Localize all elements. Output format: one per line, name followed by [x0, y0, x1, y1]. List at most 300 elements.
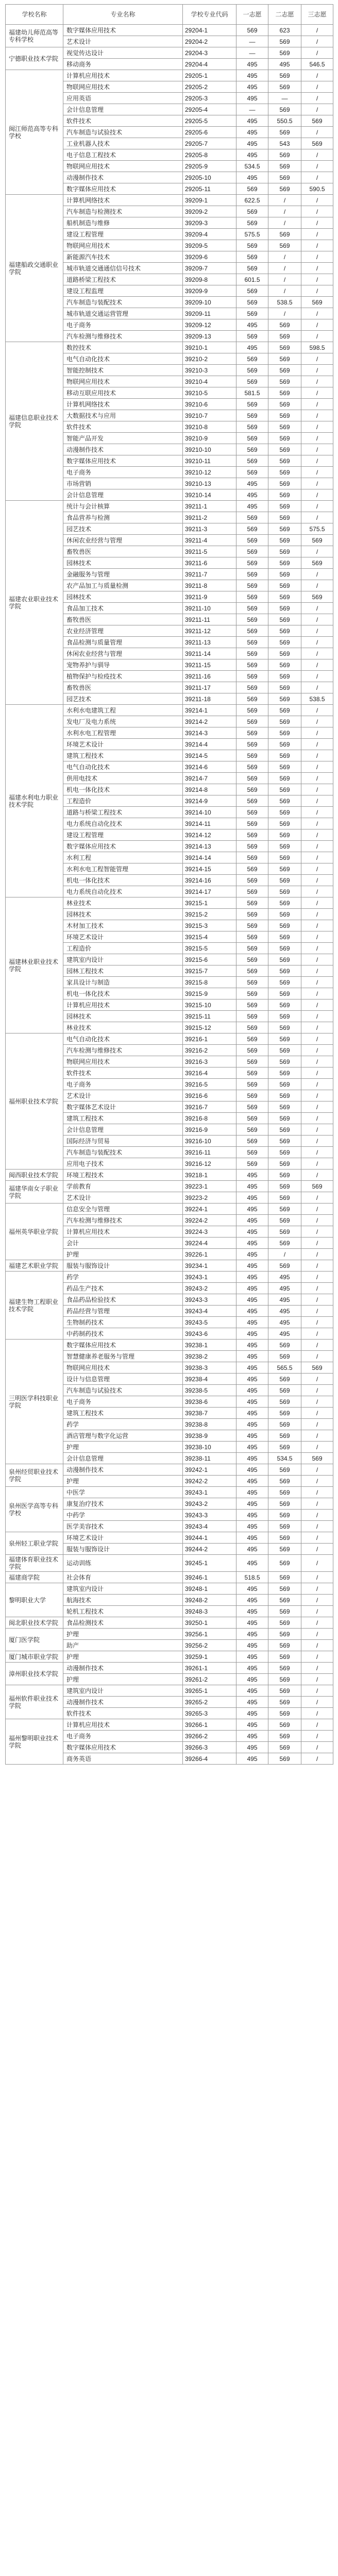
first-choice-cell: 495: [236, 70, 268, 81]
second-choice-cell: 569: [268, 1510, 301, 1521]
code-cell: 39214-10: [183, 807, 236, 818]
code-cell: 39244-1: [183, 1532, 236, 1544]
major-cell: 电子商务: [63, 1079, 183, 1090]
first-choice-cell: 569: [236, 954, 268, 965]
second-choice-cell: 569: [268, 1640, 301, 1651]
second-choice-cell: 569: [268, 580, 301, 591]
second-choice-cell: 569: [268, 1101, 301, 1113]
code-cell: 39256-1: [183, 1629, 236, 1640]
major-cell: 城市轨道交通通信信号技术: [63, 263, 183, 274]
third-choice-cell: /: [301, 376, 333, 387]
first-choice-cell: 569: [236, 433, 268, 444]
first-choice-cell: 569: [236, 365, 268, 376]
third-choice-cell: /: [301, 1113, 333, 1124]
major-cell: 计算机应用技术: [63, 1226, 183, 1238]
second-choice-cell: 569: [268, 897, 301, 909]
major-cell: 水利水电工程管理: [63, 727, 183, 739]
third-choice-cell: /: [301, 637, 333, 648]
major-cell: 医学美容技术: [63, 1521, 183, 1532]
first-choice-cell: 569: [236, 999, 268, 1011]
table-row: [6, 1532, 333, 1544]
major-cell: 道路桥梁工程技术: [63, 274, 183, 285]
code-cell: 29204-4: [183, 59, 236, 70]
third-choice-cell: /: [301, 954, 333, 965]
third-choice-cell: /: [301, 1079, 333, 1090]
first-choice-cell: 495: [236, 127, 268, 138]
first-choice-cell: 495: [236, 1544, 268, 1555]
major-cell: 信息安全与管理: [63, 1204, 183, 1215]
code-cell: 39244-2: [183, 1544, 236, 1555]
code-cell: 39243-5: [183, 1317, 236, 1328]
code-cell: 39215-6: [183, 954, 236, 965]
code-cell: 39209-6: [183, 251, 236, 263]
second-choice-cell: 569: [268, 603, 301, 614]
second-choice-cell: 569: [268, 376, 301, 387]
second-choice-cell: —: [268, 93, 301, 104]
first-choice-cell: 569: [236, 625, 268, 637]
code-cell: 39242-2: [183, 1476, 236, 1487]
second-choice-cell: 569: [268, 1408, 301, 1419]
third-choice-cell: /: [301, 1572, 333, 1583]
third-choice-cell: /: [301, 1022, 333, 1033]
code-cell: 39210-9: [183, 433, 236, 444]
third-choice-cell: /: [301, 807, 333, 818]
second-choice-cell: /: [268, 308, 301, 319]
major-cell: 数字媒体应用技术: [63, 1742, 183, 1753]
code-cell: 39211-3: [183, 523, 236, 535]
code-cell: 39214-6: [183, 761, 236, 773]
first-choice-cell: 569: [236, 875, 268, 886]
code-cell: 39214-5: [183, 750, 236, 761]
first-choice-cell: 495: [236, 1476, 268, 1487]
second-choice-cell: 569: [268, 1079, 301, 1090]
third-choice-cell: /: [301, 1617, 333, 1629]
code-cell: 29205-4: [183, 104, 236, 115]
major-cell: 汽车检测与维修技术: [63, 331, 183, 342]
school-cell: 福建农业职业技术学院: [6, 501, 63, 705]
third-choice-cell: /: [301, 444, 333, 455]
first-choice-cell: 495: [236, 1396, 268, 1408]
third-choice-cell: /: [301, 705, 333, 716]
major-cell: 中药学: [63, 1510, 183, 1521]
first-choice-cell: 495: [236, 1532, 268, 1544]
first-choice-cell: 495: [236, 115, 268, 127]
second-choice-cell: 569: [268, 614, 301, 625]
code-cell: 39209-5: [183, 240, 236, 251]
third-choice-cell: /: [301, 1606, 333, 1617]
second-choice-cell: 569: [268, 1204, 301, 1215]
first-choice-cell: 569: [236, 1147, 268, 1158]
third-choice-cell: /: [301, 1544, 333, 1555]
header-second-choice: 二志愿: [268, 5, 301, 25]
major-cell: 药学: [63, 1272, 183, 1283]
code-cell: 39266-3: [183, 1742, 236, 1753]
second-choice-cell: 543: [268, 138, 301, 149]
major-cell: 汽车制造与试验技术: [63, 127, 183, 138]
major-cell: 水利水电建筑工程: [63, 705, 183, 716]
third-choice-cell: /: [301, 920, 333, 931]
first-choice-cell: 495: [236, 1317, 268, 1328]
third-choice-cell: /: [301, 614, 333, 625]
first-choice-cell: 569: [236, 863, 268, 875]
second-choice-cell: 569: [268, 1340, 301, 1351]
second-choice-cell: 569: [268, 920, 301, 931]
first-choice-cell: 569: [236, 1113, 268, 1124]
second-choice-cell: 569: [268, 1606, 301, 1617]
major-cell: 园林技术: [63, 909, 183, 920]
school-cell: 宁德职业技术学院: [6, 47, 63, 70]
third-choice-cell: /: [301, 841, 333, 852]
second-choice-cell: 569: [268, 1719, 301, 1731]
first-choice-cell: 569: [236, 818, 268, 829]
third-choice-cell: 598.5: [301, 342, 333, 353]
first-choice-cell: 569: [236, 376, 268, 387]
third-choice-cell: /: [301, 1374, 333, 1385]
second-choice-cell: 569: [268, 410, 301, 421]
code-cell: 39224-2: [183, 1215, 236, 1226]
first-choice-cell: 569: [236, 920, 268, 931]
major-cell: 电子商务: [63, 1731, 183, 1742]
second-choice-cell: 569: [268, 1147, 301, 1158]
first-choice-cell: 569: [236, 546, 268, 557]
major-cell: 数字媒体艺术设计: [63, 1101, 183, 1113]
code-cell: 39211-2: [183, 512, 236, 523]
first-choice-cell: 569: [236, 353, 268, 365]
major-cell: 船机制造与维修: [63, 217, 183, 229]
first-choice-cell: 569: [236, 557, 268, 569]
second-choice-cell: 569: [268, 943, 301, 954]
third-choice-cell: /: [301, 727, 333, 739]
second-choice-cell: 569: [268, 1521, 301, 1532]
code-cell: 39211-18: [183, 693, 236, 705]
code-cell: 39209-12: [183, 319, 236, 331]
major-cell: 建设工程管理: [63, 829, 183, 841]
major-cell: 应用英语: [63, 93, 183, 104]
second-choice-cell: 569: [268, 818, 301, 829]
first-choice-cell: 569: [236, 671, 268, 682]
major-cell: 休闲农业经营与管理: [63, 535, 183, 546]
header-school: 学校名称: [6, 5, 63, 25]
first-choice-cell: 495: [236, 1510, 268, 1521]
third-choice-cell: /: [301, 1629, 333, 1640]
major-cell: 数字媒体应用技术: [63, 455, 183, 467]
first-choice-cell: 569: [236, 1158, 268, 1170]
major-cell: 计算机应用技术: [63, 999, 183, 1011]
first-choice-cell: 569: [236, 410, 268, 421]
third-choice-cell: /: [301, 897, 333, 909]
major-cell: 汽车制造与检测技术: [63, 206, 183, 217]
school-cell: 福州软件职业技术学院: [6, 1685, 63, 1719]
code-cell: 39243-3: [183, 1294, 236, 1306]
first-choice-cell: 495: [236, 1742, 268, 1753]
school-cell: 厦门医学院: [6, 1629, 63, 1651]
third-choice-cell: /: [301, 501, 333, 512]
school-cell: 闽北职业技术学院: [6, 1617, 63, 1629]
first-choice-cell: 569: [236, 297, 268, 308]
school-cell: 福建水利电力职业技术学院: [6, 705, 63, 897]
major-cell: 会计信息管理: [63, 1124, 183, 1136]
second-choice-cell: 569: [268, 863, 301, 875]
code-cell: 39210-4: [183, 376, 236, 387]
first-choice-cell: 495: [236, 1731, 268, 1742]
major-cell: 建筑室内设计: [63, 954, 183, 965]
third-choice-cell: /: [301, 206, 333, 217]
table-row: [6, 1260, 333, 1272]
first-choice-cell: 495: [236, 342, 268, 353]
third-choice-cell: /: [301, 455, 333, 467]
code-cell: 39256-2: [183, 1640, 236, 1651]
first-choice-cell: 569: [236, 897, 268, 909]
third-choice-cell: /: [301, 1663, 333, 1674]
third-choice-cell: /: [301, 93, 333, 104]
major-cell: 轮机工程技术: [63, 1606, 183, 1617]
school-cell: 漳州职业技术学院: [6, 1663, 63, 1685]
code-cell: 39259-1: [183, 1651, 236, 1663]
major-cell: 电气自动化技术: [63, 761, 183, 773]
first-choice-cell: 569: [236, 399, 268, 410]
code-cell: 39209-3: [183, 217, 236, 229]
second-choice-cell: 569: [268, 149, 301, 161]
major-cell: 药学: [63, 1419, 183, 1430]
code-cell: 39215-1: [183, 897, 236, 909]
first-choice-cell: 495: [236, 1606, 268, 1617]
major-cell: 建筑室内设计: [63, 1583, 183, 1595]
second-choice-cell: 569: [268, 1697, 301, 1708]
first-choice-cell: 569: [236, 308, 268, 319]
major-cell: 服装与服饰设计: [63, 1544, 183, 1555]
first-choice-cell: 495: [236, 81, 268, 93]
third-choice-cell: /: [301, 467, 333, 478]
major-cell: 动漫制作技术: [63, 444, 183, 455]
first-choice-cell: 569: [236, 285, 268, 297]
second-choice-cell: 569: [268, 1572, 301, 1583]
first-choice-cell: 495: [236, 1351, 268, 1362]
second-choice-cell: 569: [268, 693, 301, 705]
second-choice-cell: 569: [268, 421, 301, 433]
first-choice-cell: 569: [236, 988, 268, 999]
third-choice-cell: /: [301, 1147, 333, 1158]
second-choice-cell: 569: [268, 1158, 301, 1170]
second-choice-cell: 569: [268, 705, 301, 716]
major-cell: 食品检测技术: [63, 1617, 183, 1629]
table-row: [6, 1629, 333, 1640]
third-choice-cell: /: [301, 931, 333, 943]
second-choice-cell: 569: [268, 1663, 301, 1674]
school-cell: 泉州医学高等专科学校: [6, 1487, 63, 1532]
second-choice-cell: 569: [268, 365, 301, 376]
second-choice-cell: 569: [268, 716, 301, 727]
major-cell: 机电一体化技术: [63, 784, 183, 795]
first-choice-cell: 569: [236, 1011, 268, 1022]
major-cell: 水利水电工程智能管理: [63, 863, 183, 875]
first-choice-cell: 495: [236, 1181, 268, 1192]
second-choice-cell: 569: [268, 1487, 301, 1498]
third-choice-cell: /: [301, 36, 333, 47]
second-choice-cell: /: [268, 285, 301, 297]
second-choice-cell: 569: [268, 161, 301, 172]
third-choice-cell: /: [301, 1033, 333, 1045]
code-cell: 39210-12: [183, 467, 236, 478]
school-cell: 三明医学科技职业学院: [6, 1340, 63, 1464]
second-choice-cell: 569: [268, 761, 301, 773]
major-cell: 汽车制造与装配技术: [63, 1147, 183, 1158]
second-choice-cell: 569: [268, 1651, 301, 1663]
code-cell: 29204-1: [183, 25, 236, 36]
third-choice-cell: /: [301, 716, 333, 727]
third-choice-cell: /: [301, 773, 333, 784]
school-cell: 福建幼儿师范高等专科学校: [6, 25, 63, 47]
code-cell: 29205-2: [183, 81, 236, 93]
major-cell: 软件技术: [63, 1708, 183, 1719]
code-cell: 39211-17: [183, 682, 236, 693]
third-choice-cell: /: [301, 353, 333, 365]
major-cell: 工程造价: [63, 795, 183, 807]
first-choice-cell: 495: [236, 93, 268, 104]
second-choice-cell: 569: [268, 1011, 301, 1022]
code-cell: 39238-9: [183, 1430, 236, 1442]
first-choice-cell: 569: [236, 841, 268, 852]
second-choice-cell: /: [268, 195, 301, 206]
first-choice-cell: 495: [236, 1170, 268, 1181]
third-choice-cell: /: [301, 285, 333, 297]
code-cell: 29205-10: [183, 172, 236, 183]
major-cell: 畜牧兽医: [63, 546, 183, 557]
first-choice-cell: 569: [236, 773, 268, 784]
second-choice-cell: 569: [268, 1617, 301, 1629]
code-cell: 39214-14: [183, 852, 236, 863]
code-cell: 39211-8: [183, 580, 236, 591]
major-cell: 园林工程技术: [63, 965, 183, 977]
third-choice-cell: /: [301, 1555, 333, 1572]
first-choice-cell: 495: [236, 1753, 268, 1765]
major-cell: 城市轨道交通运营管理: [63, 308, 183, 319]
code-cell: 39265-2: [183, 1697, 236, 1708]
major-cell: 会计信息管理: [63, 1453, 183, 1464]
second-choice-cell: 569: [268, 489, 301, 501]
code-cell: 39214-16: [183, 875, 236, 886]
second-choice-cell: 569: [268, 648, 301, 659]
table-row: [6, 1651, 333, 1663]
major-cell: 道路与桥梁工程技术: [63, 807, 183, 818]
major-cell: 计算机网络技术: [63, 399, 183, 410]
second-choice-cell: 569: [268, 1170, 301, 1181]
major-cell: 建设工程监理: [63, 285, 183, 297]
second-choice-cell: 569: [268, 1136, 301, 1147]
first-choice-cell: 534.5: [236, 161, 268, 172]
third-choice-cell: /: [301, 1011, 333, 1022]
major-cell: 金融服务与管理: [63, 569, 183, 580]
third-choice-cell: /: [301, 1708, 333, 1719]
third-choice-cell: /: [301, 1408, 333, 1419]
third-choice-cell: /: [301, 1532, 333, 1544]
second-choice-cell: 569: [268, 433, 301, 444]
major-cell: 建筑室内设计: [63, 1685, 183, 1697]
third-choice-cell: /: [301, 603, 333, 614]
code-cell: 39209-11: [183, 308, 236, 319]
code-cell: 39250-1: [183, 1617, 236, 1629]
major-cell: 智慧健康养老服务与管理: [63, 1351, 183, 1362]
major-cell: 汽车制造与试验技术: [63, 1385, 183, 1396]
code-cell: 39238-4: [183, 1374, 236, 1385]
third-choice-cell: /: [301, 739, 333, 750]
major-cell: 数字媒体应用技术: [63, 183, 183, 195]
second-choice-cell: 569: [268, 977, 301, 988]
first-choice-cell: 495: [236, 478, 268, 489]
third-choice-cell: /: [301, 1685, 333, 1697]
third-choice-cell: /: [301, 217, 333, 229]
third-choice-cell: /: [301, 943, 333, 954]
code-cell: 39216-9: [183, 1124, 236, 1136]
major-cell: 电子商务: [63, 467, 183, 478]
second-choice-cell: 569: [268, 931, 301, 943]
major-cell: 智能控制技术: [63, 365, 183, 376]
second-choice-cell: 569: [268, 875, 301, 886]
first-choice-cell: 569: [236, 512, 268, 523]
third-choice-cell: /: [301, 81, 333, 93]
third-choice-cell: /: [301, 818, 333, 829]
major-cell: 休闲农业经营与管理: [63, 648, 183, 659]
second-choice-cell: 569: [268, 1192, 301, 1204]
second-choice-cell: 569: [268, 353, 301, 365]
school-cell: 福州英华职业学院: [6, 1204, 63, 1260]
code-cell: 39224-4: [183, 1238, 236, 1249]
major-cell: 航海技术: [63, 1595, 183, 1606]
code-cell: 39218-1: [183, 1170, 236, 1181]
third-choice-cell: /: [301, 829, 333, 841]
major-cell: 电气自动化技术: [63, 353, 183, 365]
second-choice-cell: 569: [268, 841, 301, 852]
first-choice-cell: 569: [236, 931, 268, 943]
first-choice-cell: 569: [236, 569, 268, 580]
third-choice-cell: /: [301, 580, 333, 591]
first-choice-cell: 495: [236, 1204, 268, 1215]
school-cell: 福建生物工程职业技术学院: [6, 1272, 63, 1340]
code-cell: 29205-7: [183, 138, 236, 149]
major-cell: 供用电技术: [63, 773, 183, 784]
table-row: [6, 195, 333, 206]
first-choice-cell: 495: [236, 1192, 268, 1204]
second-choice-cell: 569: [268, 1731, 301, 1742]
third-choice-cell: 590.5: [301, 183, 333, 195]
major-cell: 大数据技术与应用: [63, 410, 183, 421]
third-choice-cell: /: [301, 308, 333, 319]
first-choice-cell: 569: [236, 1136, 268, 1147]
first-choice-cell: 495: [236, 1583, 268, 1595]
school-cell: 福建华南女子职业学院: [6, 1181, 63, 1204]
first-choice-cell: 495: [236, 1453, 268, 1464]
major-cell: 智能产品开发: [63, 433, 183, 444]
second-choice-cell: 569: [268, 1215, 301, 1226]
major-cell: 商务英语: [63, 1753, 183, 1765]
second-choice-cell: 495: [268, 1294, 301, 1306]
second-choice-cell: 569: [268, 1396, 301, 1408]
code-cell: 39211-7: [183, 569, 236, 580]
major-cell: 国际经济与贸易: [63, 1136, 183, 1147]
major-cell: 移动商务: [63, 59, 183, 70]
first-choice-cell: 495: [236, 1385, 268, 1396]
first-choice-cell: —: [236, 47, 268, 59]
major-cell: 会计: [63, 1238, 183, 1249]
code-cell: 39210-7: [183, 410, 236, 421]
third-choice-cell: /: [301, 977, 333, 988]
second-choice-cell: 569: [268, 70, 301, 81]
third-choice-cell: /: [301, 784, 333, 795]
third-choice-cell: /: [301, 1215, 333, 1226]
first-choice-cell: 495: [236, 1328, 268, 1340]
first-choice-cell: 495: [236, 489, 268, 501]
school-cell: 福建体育职业技术学院: [6, 1555, 63, 1572]
third-choice-cell: /: [301, 1476, 333, 1487]
